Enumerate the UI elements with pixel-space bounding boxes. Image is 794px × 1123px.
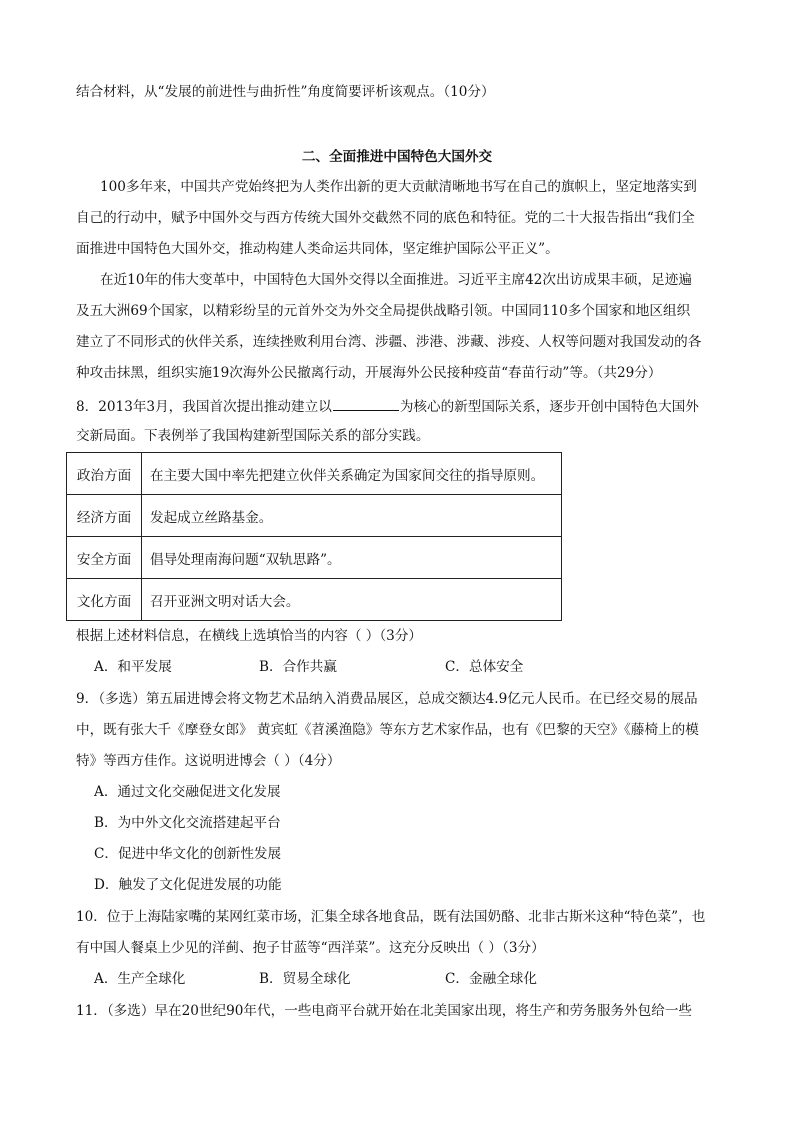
q10-stem-line2: 有中国人餐桌上少见的洋蓟、抱子甘蓝等“西洋菜”。这充分反映出（ ）（3分）: [76, 940, 545, 956]
q9-option-c[interactable]: C．促进中华文化的创新性发展: [94, 846, 282, 862]
material-p2-line3: 建立了不同形式的伙伴关系，连续挫败利用台湾、涉疆、涉港、涉藏、涉疫、人权等问题对我国发动的各: [76, 334, 702, 350]
table-cell-practice: 召开亚洲文明对话大会。: [142, 579, 562, 621]
q9-stem-line1: 9．（多选）第五届进博会将文物艺术品纳入消费品展区，总成交额达4.9亿元人民币。在已经交易的展品: [76, 691, 698, 707]
q8-option-a[interactable]: A．和平发展: [94, 659, 172, 675]
q8-practice-table: [66, 452, 562, 621]
q10-options: [94, 969, 742, 989]
q8-answer-blank[interactable]: [333, 396, 399, 411]
q8-option-c[interactable]: C．总体安全: [445, 659, 524, 675]
q8-stem-part-b: 为核心的新型国际关系，逐步开创中国特色大国外: [399, 399, 699, 415]
q8-prompt: 根据上述材料信息，在横线上选填恰当的内容（ ）（3分）: [76, 628, 423, 644]
q10-stem-line1: 10．位于上海陆家嘴的某网红菜市场，汇集全球各地食品，既有法国奶酪、北非古斯米这种“特色菜”，也: [76, 909, 706, 925]
q11-stem-line1: 11．（多选）早在20世纪90年代，一些电商平台就开始在北美国家出现，将生产和劳务服务外包给一些: [76, 1003, 693, 1019]
material-p2-line1: 在近10年的伟大变革中，中国特色大国外交得以全面推进。习近平主席42次出访成果丰硕，足迹遍: [100, 272, 692, 288]
material-p1-line1: 100多年来，中国共产党始终把为人类作出新的更大贡献清晰地书写在自己的旗帜上，坚定地落实到: [100, 179, 697, 195]
table-row: [67, 453, 562, 495]
table-cell-aspect: 政治方面: [67, 453, 142, 495]
q8-stem-line2: 交新局面。下表例举了我国构建新型国际关系的部分实践。: [76, 428, 430, 444]
material-p1-line2: 自己的行动中，赋予中国外交与西方传统大国外交截然不同的底色和特征。党的二十大报告指出“我们全: [76, 210, 695, 226]
q9-option-a[interactable]: A．通过文化交融促进文化发展: [94, 784, 281, 800]
q8-option-b[interactable]: B．合作共赢: [259, 659, 337, 675]
table-cell-aspect: 安全方面: [67, 537, 142, 579]
material-p2-line2: 及五大洲69个国家，以精彩纷呈的元首外交为外交全局提供战略引领。中国同110多个国家和地区组织: [76, 303, 691, 319]
section-title: 二、全面推进中国特色大国外交: [301, 149, 493, 165]
table-row: [67, 495, 562, 537]
table-cell-practice: 发起成立丝路基金。: [142, 495, 562, 537]
q10-option-a[interactable]: A．生产全球化: [94, 971, 186, 987]
q9-option-b[interactable]: B．为中外文化交流搭建起平台: [94, 815, 281, 831]
table-row: [67, 537, 562, 579]
q10-option-b[interactable]: B．贸易全球化: [259, 971, 351, 987]
material-p2-line4: 种攻击抹黑，组织实施19次海外公民撤离行动，开展海外公民接种疫苗“春苗行动”等。（共29分）: [76, 365, 662, 381]
table-cell-practice: 在主要大国中率先把建立伙伴关系确定为国家间交往的指导原则。: [142, 453, 562, 495]
table-cell-aspect: 文化方面: [67, 579, 142, 621]
table-cell-aspect: 经济方面: [67, 495, 142, 537]
lead-question-text: 结合材料，从“发展的前进性与曲折性”角度简要评析该观点。（10分）: [76, 84, 495, 100]
q8-options: [94, 657, 742, 677]
q9-stem-line2: 中，既有张大千《摩登女郎》 黄宾虹《苕溪渔隐》等东方艺术家作品，也有《巴黎的天空》《藤椅上的模: [76, 722, 699, 738]
table-row: [67, 579, 562, 621]
q8-stem-line1: [76, 396, 724, 417]
material-p1-line3: 面推进中国特色大国外交，推动构建人类命运共同体，坚定维护国际公平正义”。: [76, 241, 559, 257]
q9-option-d[interactable]: D．触发了文化促进发展的功能: [94, 877, 282, 893]
q8-stem-part-a: 8．2013年3月，我国首次提出推动建立以: [76, 399, 332, 415]
q9-stem-line3: 特》等西方佳作。这说明进博会（ ）（4分）: [76, 753, 341, 769]
table-cell-practice: 倡导处理南海问题“双轨思路”。: [142, 537, 562, 579]
q10-option-c[interactable]: C．金融全球化: [445, 971, 537, 987]
